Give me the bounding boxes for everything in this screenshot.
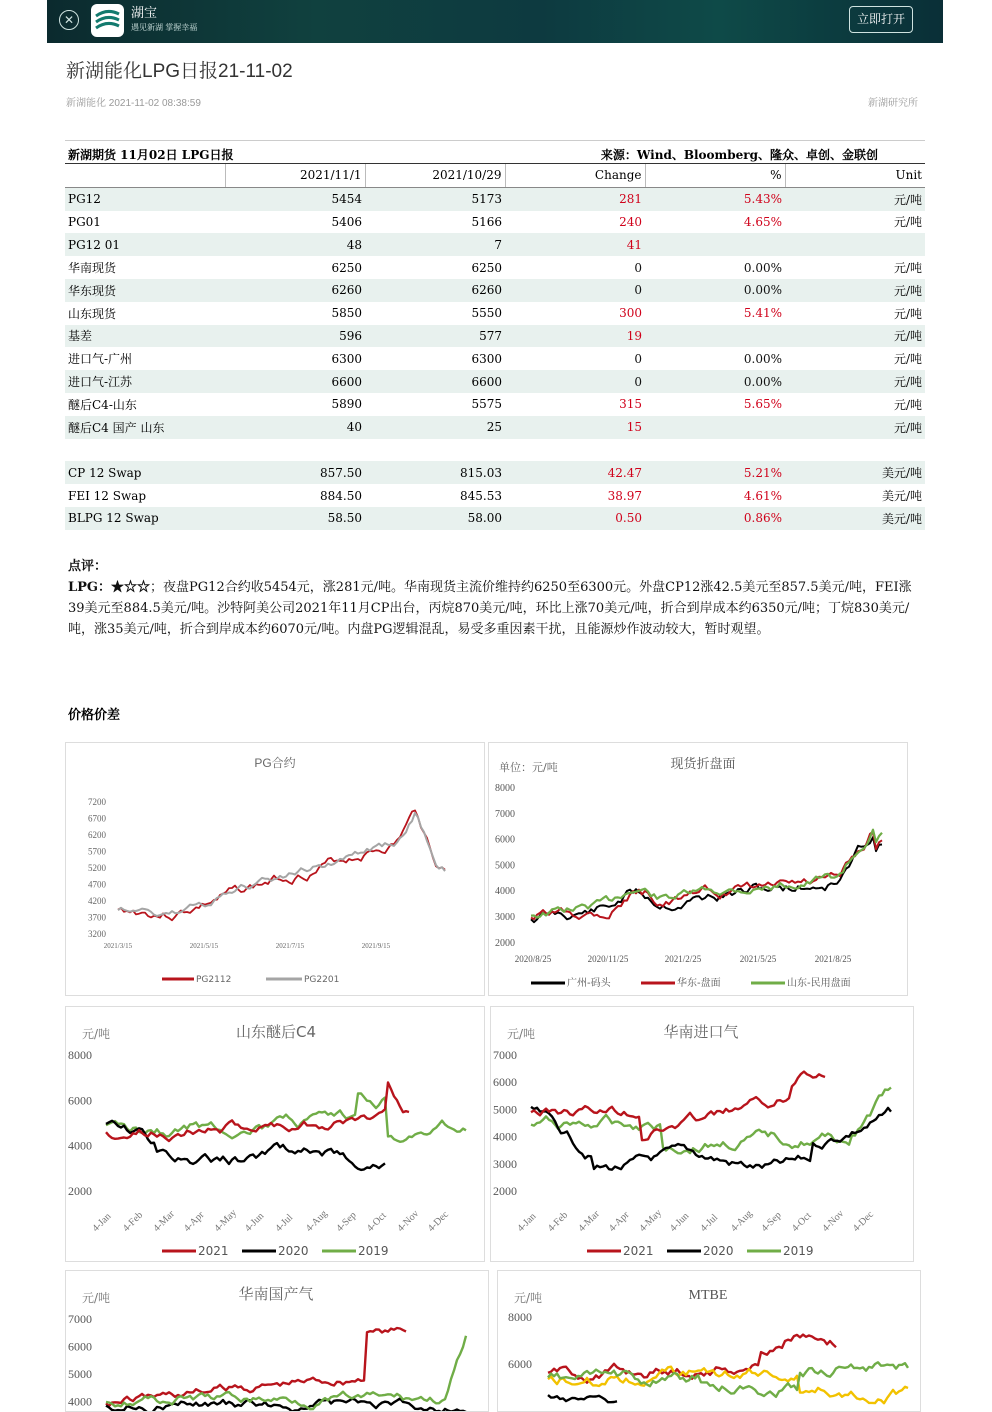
- table-row: [65, 370, 925, 393]
- table-cell: 7: [365, 233, 505, 256]
- y-tick-label: 4700: [88, 879, 106, 890]
- legend-label: 2019: [783, 1244, 814, 1258]
- table-cell: 48: [225, 233, 365, 256]
- price-table: [65, 164, 925, 530]
- table-cell: 进口气-江苏: [65, 370, 225, 393]
- x-tick-label: 4-Dec: [425, 1209, 451, 1235]
- x-tick-label: 2021/7/15: [275, 942, 305, 950]
- table-cell: 5173: [365, 187, 505, 210]
- y-tick-label: 2000: [495, 937, 515, 949]
- table-cell: 元/吨: [785, 325, 925, 348]
- table-cell: 6260: [365, 279, 505, 302]
- series-2019-line: [531, 1088, 891, 1154]
- series-2021-line: [106, 1328, 406, 1406]
- table-cell: 4.65%: [743, 214, 782, 229]
- legend-label: 2019: [358, 1244, 389, 1258]
- table-cell: 19: [505, 325, 645, 348]
- table-row: [65, 233, 925, 256]
- table-cell: 5550: [471, 306, 502, 321]
- table-cell: 元/吨: [893, 261, 922, 276]
- table-cell: 元/吨: [785, 370, 925, 393]
- series-green-line: [548, 1362, 908, 1397]
- table-cell: 0: [505, 370, 645, 393]
- table-cell: FEI 12 Swap: [68, 488, 147, 503]
- x-tick-label: 2020/11/25: [587, 954, 629, 964]
- article-meta: 新湖能化 2021-11-02 08:38:59: [66, 98, 201, 109]
- table-cell: 0.00%: [743, 351, 782, 366]
- table-cell: 25: [365, 416, 505, 439]
- y-tick-label: 3000: [493, 1156, 517, 1171]
- article-source[interactable]: 新湖研究所: [868, 98, 918, 109]
- chart-title: 山东醚后C4: [235, 1023, 317, 1041]
- column-header: 2021/11/1: [225, 164, 365, 187]
- table-cell: 元/吨: [893, 215, 922, 230]
- legend-label: 2021: [198, 1244, 229, 1258]
- series-2021-line: [531, 1072, 825, 1141]
- y-tick-label: 3000: [495, 912, 515, 923]
- table-cell: 38.97: [607, 488, 642, 503]
- y-tick-label: 6000: [493, 1075, 517, 1090]
- chart-title: MTBE: [688, 1288, 728, 1303]
- x-tick-label: 4-Sep: [759, 1209, 784, 1235]
- x-tick-label: 4-Jun: [242, 1210, 267, 1235]
- table-cell: 240: [619, 214, 642, 229]
- table-cell: 0.50: [505, 507, 645, 530]
- series-2021-line: [106, 1083, 409, 1142]
- y-tick-label: 4000: [68, 1394, 92, 1409]
- table-row: [65, 416, 925, 439]
- table-cell: 6300: [471, 351, 502, 366]
- table-cell: 0: [634, 260, 642, 275]
- x-tick-label: 4-May: [637, 1207, 664, 1235]
- x-tick-label: 4-Dec: [850, 1209, 876, 1235]
- close-icon[interactable]: ✕: [59, 10, 79, 30]
- x-tick-label: 4-Nov: [820, 1208, 847, 1235]
- table-cell: 300: [619, 306, 642, 321]
- table-row: [65, 393, 925, 416]
- x-tick-label: 2021/5/15: [189, 942, 219, 950]
- table-row: [65, 439, 925, 462]
- x-tick-label: 4-Apr: [606, 1209, 632, 1235]
- y-tick-label: 5700: [88, 846, 106, 857]
- y-tick-label: 8000: [495, 783, 515, 794]
- table-cell: 6300: [331, 351, 362, 366]
- table-cell: 845.53: [460, 488, 502, 503]
- open-app-button[interactable]: 立即打开: [849, 6, 913, 33]
- table-cell: 美元/吨: [785, 461, 925, 484]
- table-cell: [645, 233, 785, 256]
- chart-mtbe: [497, 1270, 921, 1412]
- x-tick-label: 4-Jun: [667, 1210, 692, 1235]
- table-cell: 元/吨: [785, 187, 925, 210]
- table-row: [65, 302, 925, 325]
- y-tick-label: 4200: [88, 896, 106, 906]
- report-header-left: 新湖期货 11月02日 LPG日报: [68, 148, 234, 162]
- table-cell: 884.50: [320, 488, 362, 503]
- table-cell: 5166: [471, 214, 502, 229]
- legend-label: 山东-民用盘面: [787, 978, 851, 989]
- table-cell: 0.86%: [645, 507, 785, 530]
- y-tick-label: 6200: [88, 830, 106, 840]
- table-cell: 基差: [65, 325, 225, 348]
- table-cell: 58.50: [225, 507, 365, 530]
- y-tick-label: 4000: [495, 886, 515, 898]
- table-row: [65, 279, 925, 302]
- table-cell: 美元/吨: [785, 507, 925, 530]
- table-cell: 美元/吨: [881, 489, 922, 504]
- x-tick-label: 2021/5/25: [739, 954, 777, 964]
- y-tick-label: 4000: [493, 1129, 517, 1144]
- y-tick-label: 8000: [68, 1048, 92, 1062]
- report-header: [65, 140, 925, 164]
- chart-shandong-c4: [65, 1006, 485, 1262]
- table-cell: 58.00: [365, 507, 505, 530]
- column-header: 2021/10/29: [365, 164, 505, 187]
- table-cell: 进口气-广州: [68, 352, 133, 367]
- table-cell: 元/吨: [785, 416, 925, 439]
- chart-spot-converted: [488, 742, 908, 996]
- table-row: [65, 347, 925, 370]
- series-2020-line: [531, 1107, 891, 1170]
- y-tick-label: 5000: [68, 1367, 92, 1381]
- x-tick-label: 2020/8/25: [514, 954, 552, 964]
- app-logo: [91, 4, 124, 37]
- table-cell: 华东现货: [65, 279, 225, 302]
- chart-title: 华南国产气: [238, 1285, 314, 1303]
- section-title: 价格价差: [68, 708, 121, 723]
- y-tick-label: 6000: [495, 834, 515, 846]
- x-tick-label: 4-Mar: [576, 1208, 602, 1235]
- series-pg2201-line: [118, 813, 445, 916]
- series-black-line: [548, 1395, 617, 1402]
- y-tick-label: 4000: [68, 1138, 92, 1153]
- table-cell: 6250: [471, 260, 502, 275]
- x-tick-label: 4-Oct: [364, 1210, 389, 1235]
- table-cell: 5.21%: [645, 461, 785, 484]
- column-header: Unit: [785, 164, 925, 187]
- legend-label: PG2201: [304, 975, 340, 985]
- table-cell: [225, 439, 365, 462]
- y-tick-label: 5000: [495, 860, 515, 872]
- legend-label: 2021: [623, 1244, 654, 1258]
- table-cell: 857.50: [225, 461, 365, 484]
- x-tick-label: 4-Jan: [90, 1211, 114, 1235]
- table-cell: 0.00%: [645, 279, 785, 302]
- x-tick-label: 4-Sep: [334, 1209, 359, 1235]
- y-tick-label: 7000: [493, 1048, 517, 1062]
- legend-label: 华东-盘面: [677, 978, 721, 989]
- x-tick-label: 4-Aug: [303, 1208, 330, 1235]
- y-tick-label: 6000: [508, 1357, 532, 1371]
- chart-title: 华南进口气: [663, 1023, 739, 1041]
- table-cell: 0: [634, 351, 642, 366]
- chart-unit: 单位：元/吨: [499, 761, 558, 774]
- table-cell: 5890: [331, 397, 362, 412]
- table-cell: [505, 439, 645, 462]
- table-cell: 元/吨: [893, 352, 922, 367]
- table-cell: 6260: [225, 279, 365, 302]
- table-cell: 596: [225, 325, 365, 348]
- rating-stars: ★☆☆: [111, 580, 151, 595]
- y-tick-label: 6000: [68, 1339, 92, 1354]
- column-header: Change: [505, 164, 645, 187]
- table-cell: 5406: [331, 214, 362, 229]
- table-cell: 0: [505, 279, 645, 302]
- table-cell: 山东现货: [68, 306, 117, 321]
- table-cell: 6250: [331, 260, 362, 275]
- table-cell: [645, 325, 785, 348]
- comment-label: 点评：: [68, 559, 108, 574]
- y-tick-label: 2000: [493, 1184, 517, 1198]
- table-cell: 15: [505, 416, 645, 439]
- table-cell: [785, 439, 925, 462]
- y-tick-label: 6700: [88, 813, 106, 824]
- table-cell: 5454: [225, 187, 365, 210]
- x-tick-label: 4-Jan: [515, 1211, 539, 1235]
- chart-title: PG合约: [254, 756, 296, 770]
- table-row: [65, 187, 925, 210]
- table-cell: CP 12 Swap: [65, 461, 225, 484]
- x-tick-label: 4-May: [212, 1207, 239, 1235]
- table-row: [65, 325, 925, 348]
- x-tick-label: 4-Jul: [698, 1212, 721, 1235]
- column-header: %: [645, 164, 785, 187]
- table-cell: 577: [365, 325, 505, 348]
- y-tick-label: 3700: [88, 912, 106, 923]
- table-cell: 41: [505, 233, 645, 256]
- table-cell: 元/吨: [893, 306, 922, 321]
- chart-unit: 元/吨: [514, 1291, 543, 1305]
- table-cell: PG12 01: [65, 233, 225, 256]
- series-guangzhou-line: [531, 837, 882, 922]
- x-tick-label: 2021/8/25: [814, 954, 852, 964]
- y-tick-label: 7200: [88, 797, 106, 807]
- x-tick-label: 4-Nov: [395, 1208, 422, 1235]
- table-cell: 华南现货: [68, 261, 117, 276]
- series-pg2112-line: [118, 810, 445, 920]
- y-tick-label: 7000: [68, 1312, 92, 1326]
- y-tick-label: 2000: [68, 1184, 92, 1198]
- comment-block: [68, 556, 923, 640]
- x-tick-label: 4-Jul: [273, 1212, 296, 1235]
- x-tick-label: 4-Feb: [545, 1209, 571, 1235]
- table-cell: BLPG 12 Swap: [65, 507, 225, 530]
- report-image: [65, 140, 925, 1409]
- table-cell: [65, 439, 225, 462]
- y-tick-label: 7000: [495, 808, 515, 820]
- table-cell: 6600: [225, 370, 365, 393]
- app-name: 湖宝: [131, 5, 158, 20]
- article-title: 新湖能化LPG日报21-11-02: [66, 61, 293, 82]
- table-cell: PG12: [65, 187, 225, 210]
- app-download-banner: [47, 0, 943, 43]
- chart-south-china-import: [490, 1006, 914, 1262]
- legend-label: 2020: [703, 1244, 734, 1258]
- table-row: [65, 507, 925, 530]
- x-tick-label: 4-Oct: [789, 1210, 814, 1235]
- y-tick-label: 5000: [493, 1102, 517, 1117]
- table-cell: [645, 439, 785, 462]
- x-tick-label: 4-Mar: [151, 1208, 177, 1235]
- x-tick-label: 2021/3/15: [103, 942, 133, 950]
- table-cell: 5.41%: [743, 306, 782, 321]
- chart-unit: 元/吨: [507, 1027, 536, 1041]
- table-cell: [365, 439, 505, 462]
- legend-label: 广州-码头: [567, 978, 611, 989]
- table-cell: 281: [505, 187, 645, 210]
- table-cell: 元/吨: [785, 279, 925, 302]
- chart-pg-contract: [65, 742, 485, 996]
- y-tick-label: 8000: [508, 1310, 532, 1324]
- table-cell: 815.03: [365, 461, 505, 484]
- table-cell: 6600: [365, 370, 505, 393]
- table-cell: 5575: [471, 397, 502, 412]
- table-row: [65, 256, 925, 279]
- table-cell: 醚后C4-山东: [68, 397, 137, 412]
- x-tick-label: 4-Feb: [120, 1209, 146, 1235]
- y-tick-label: 6000: [68, 1093, 92, 1108]
- column-header: [65, 164, 225, 187]
- legend-label: PG2112: [196, 975, 232, 985]
- app-slogan: 遇见新湖 掌握幸福: [131, 23, 198, 32]
- table-cell: PG01: [68, 214, 101, 229]
- table-cell: 4.61%: [743, 488, 782, 503]
- table-row: [65, 211, 925, 234]
- table-cell: 元/吨: [893, 397, 922, 412]
- legend-label: 2020: [278, 1244, 309, 1258]
- table-cell: [645, 416, 785, 439]
- table-header-row: [65, 164, 925, 187]
- chart-title: 现货折盘面: [670, 757, 736, 772]
- y-tick-label: 3200: [88, 929, 106, 939]
- x-tick-label: 4-Apr: [181, 1209, 207, 1235]
- table-cell: 0.00%: [743, 260, 782, 275]
- y-tick-label: 5200: [88, 863, 106, 873]
- table-cell: 5.43%: [645, 187, 785, 210]
- x-tick-label: 4-Aug: [728, 1208, 755, 1235]
- table-cell: [785, 233, 925, 256]
- table-cell: 42.47: [505, 461, 645, 484]
- comment-text: LPG：★☆☆；夜盘PG12合约收5454元，涨281元/吨。华南现货主流价维持约6250至6300元。外盘CP12涨42.5美元至857.5美元/吨，FEI涨39美元至884.5美元/吨。沙特阿美公司2021年11月CP出台，丙烷870美元/吨，环比上涨70美元/吨，折合到岸成本约6350元/吨；丁烷830美元/吨，涨35美元/吨，折合到岸成本约6070元/吨。内盘PG逻辑混乱，易受多重因素干扰，且能源炒作波动较大，暂时观望。: [68, 580, 912, 637]
- chart-south-china-domestic: [65, 1270, 489, 1412]
- chart-unit: 元/吨: [82, 1291, 111, 1305]
- table-row: [65, 461, 925, 484]
- table-cell: 40: [225, 416, 365, 439]
- table-cell: 315: [619, 397, 642, 412]
- table-row: [65, 484, 925, 507]
- table-cell: 醚后C4 国产 山东: [65, 416, 225, 439]
- series-2019-line: [106, 1336, 466, 1409]
- x-tick-label: 2021/9/15: [361, 942, 391, 950]
- x-tick-label: 2021/2/25: [664, 954, 702, 964]
- report-header-source: 来源：Wind、Bloomberg、隆众、卓创、金联创: [600, 148, 878, 162]
- chart-unit: 元/吨: [82, 1027, 111, 1041]
- table-cell: 5850: [331, 306, 362, 321]
- table-cell: 0.00%: [645, 370, 785, 393]
- table-cell: 5.65%: [743, 397, 782, 412]
